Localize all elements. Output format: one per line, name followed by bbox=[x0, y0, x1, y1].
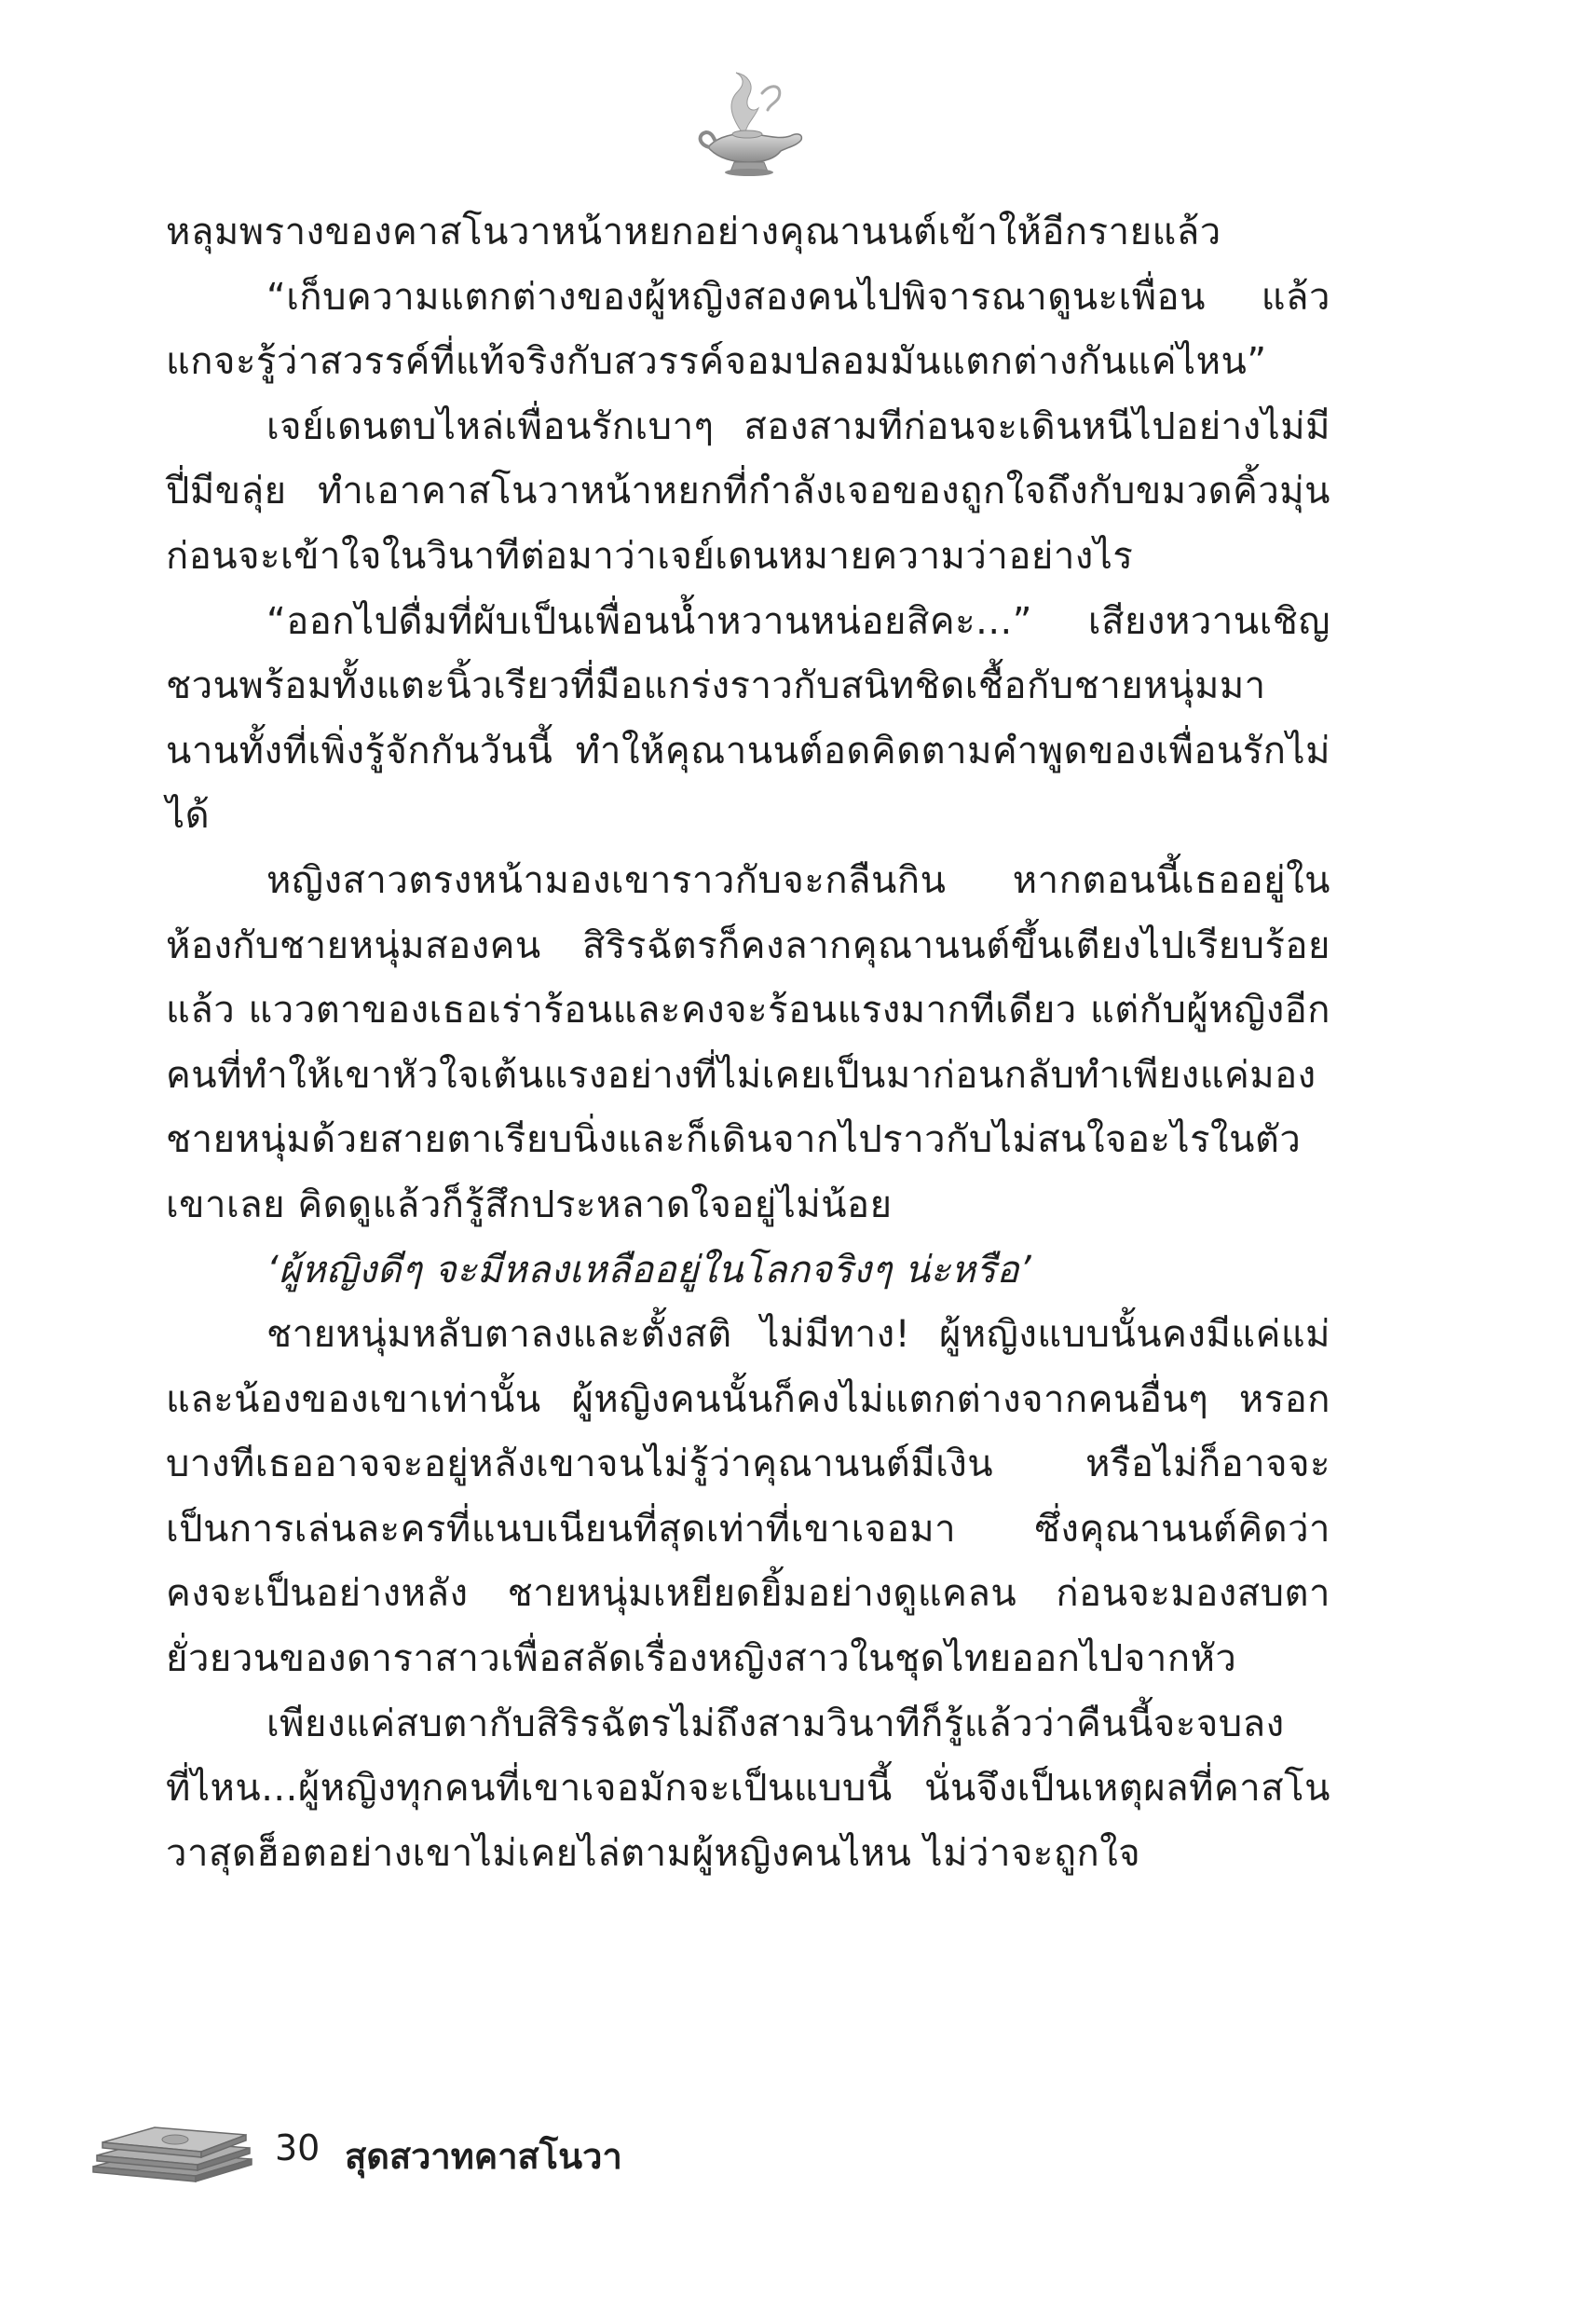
paragraph: ชายหนุ่มหลับตาลงและตั้งสติ ไม่มีทาง! ผู้หญิงแบบนั้นคงมีแค่แม่และน้องของเขาเท่านั้น ผู้หญิงคนนั้นก็คงไม่แตกต่างจากคนอื่นๆ หรอก บางทีเธออาจจะอยู่หลังเขาจนไม่รู้ว่าคุณานนต์มีเงิน หรือไม่ก็อาจจะเป็นการเล่นละครที่แนบเนียนที่สุดเท่าที่เขาเจอมา ซึ่งคุณานนต์คิดว่าคงจะเป็นอย่างหลัง ชายหนุ่มเหยียดยิ้มอย่างดูแคลน ก่อนจะมองสบตายั่วยวนของดาราสาวเพื่อสลัดเรื่องหญิงสาวในชุดไทยออกไปจากหัว bbox=[166, 1313, 1330, 1681]
paragraph: เจย์เดนตบไหล่เพื่อนรักเบาๆ สองสามทีก่อนจะเดินหนีไปอย่างไม่มีปี่มีขลุ่ย ทำเอาคาสโนวาหน้าหยกที่กำลังเจอของถูกใจถึงกับขมวดคิ้วมุ่น ก่อนจะเข้าใจในวินาทีต่อมาว่าเจย์เดนหมายความว่าอย่างไร bbox=[166, 404, 1330, 578]
paragraph: เพียงแค่สบตากับสิริรฉัตรไม่ถึงสามวินาทีก็รู้แล้วว่าคืนนี้จะจบลงที่ไหน...ผู้หญิงทุกคนที่เขาเจอมักจะเป็นแบบนี้ นั่นจึงเป็นเหตุผลที่คาสโนวาสุดฮ็อตอย่างเขาไม่เคยไล่ตามผู้หญิงคนไหน ไม่ว่าจะถูกใจ bbox=[166, 1702, 1330, 1875]
body-text bbox=[166, 200, 1330, 1886]
paragraph: “ออกไปดื่มที่ผับเป็นเพื่อนน้ำหวานหน่อยสิคะ...” เสียงหวานเชิญชวนพร้อมทั้งแตะนิ้วเรียวที่มือแกร่งราวกับสนิทชิดเชื้อกับชายหนุ่มมานานทั้งที่เพิ่งรู้จักกันวันนี้ ทำให้คุณานนต์อดคิดตามคำพูดของเพื่อนรักไม่ได้ bbox=[166, 599, 1330, 838]
paragraph-thought: ‘ผู้หญิงดีๆ จะมีหลงเหลืออยู่ในโลกจริงๆ น่ะหรือ’ bbox=[266, 1248, 1032, 1292]
money-stack-icon bbox=[84, 2111, 261, 2185]
paragraph: “เก็บความแตกต่างของผู้หญิงสองคนไปพิจารณาดูนะเพื่อน แล้วแกจะรู้ว่าสวรรค์ที่แท้จริงกับสวรรค์จอมปลอมมันแตกต่างกันแค่ไหน” bbox=[166, 275, 1330, 384]
paragraph: หลุมพรางของคาสโนวาหน้าหยกอย่างคุณานนต์เข้าให้อีกรายแล้ว bbox=[166, 211, 1221, 253]
page-number: 30 bbox=[275, 2127, 321, 2168]
book-title: สุดสวาทคาสโนวา bbox=[345, 2136, 622, 2177]
genie-lamp-icon bbox=[689, 65, 811, 186]
page-footer bbox=[84, 2111, 736, 2195]
paragraph: หญิงสาวตรงหน้ามองเขาราวกับจะกลืนกิน หากตอนนี้เธออยู่ในห้องกับชายหนุ่มสองคน สิริรฉัตรก็คงลากคุณานนต์ขึ้นเตียงไปเรียบร้อยแล้ว แววตาของเธอเร่าร้อนและคงจะร้อนแรงมากทีเดียว แต่กับผู้หญิงอีกคนที่ทำให้เขาหัวใจเต้นแรงอย่างที่ไม่เคยเป็นมาก่อนกลับทำเพียงแค่มองชายหนุ่มด้วยสายตาเรียบนิ่งและก็เดินจากไปราวกับไม่สนใจอะไรในตัวเขาเลย คิดดูแล้วก็รู้สึกประหลาดใจอยู่ไม่น้อย bbox=[166, 858, 1330, 1226]
